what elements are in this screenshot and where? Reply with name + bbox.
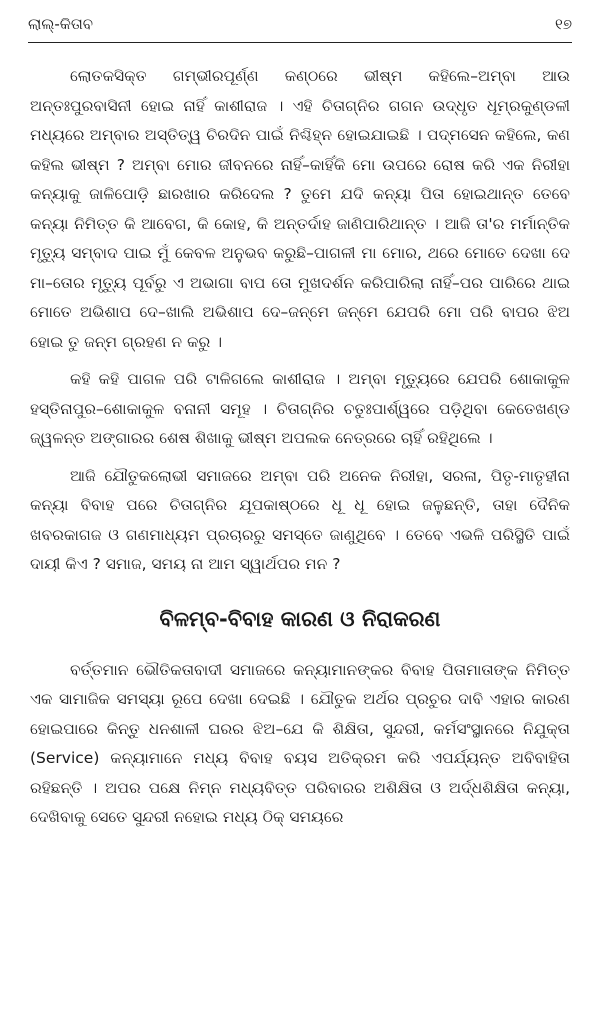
header-rule <box>28 42 572 43</box>
page-body <box>30 62 570 841</box>
paragraph: ବର୍ତ୍ତମାନ ଭୌତିକତାବାଦୀ ସମାଜରେ କନ୍ୟାମାନଙ୍କର ବିବାହ ପିତାମାତାଙ୍କ ନିମିତ୍ତ ଏକ ସାମାଜିକ ସମସ୍ୟା ରୂପେ ଦେଖା ଦେଇଛି । ଯୌତୁକ ଅର୍ଥର ପ୍ରଚୁର ଦାବି ଏହାର କାରଣ ହୋଇପାରେ କିନ୍ତୁ ଧନଶାଳୀ ଘରର ଝିଅ–ଯେ କି ଶିକ୍ଷିତା, ସୁନ୍ଦରୀ, କର୍ମସଂସ୍ଥାନରେ ନିଯୁକ୍ତା (Service) କନ୍ୟାମାନେ ମଧ୍ୟ ବିବାହ ବୟସ ଅତିକ୍ରମ କରି ଏପର୍ଯ୍ୟନ୍ତ ଅବିବାହିତା ରହିଛନ୍ତି । ଅପର ପକ୍ଷେ ନିମ୍ନ ମଧ୍ୟବିତ୍ତ ପରିବାରର ଅଶିକ୍ଷିତା ଓ ଅର୍ଦ୍ଧଶିକ୍ଷିତା କନ୍ୟା, ଦେଖିବାକୁ ସେତେ ସୁନ୍ଦରୀ ନହୋଇ ମଧ୍ୟ ଠିକ୍ ସମୟରେ <box>30 660 570 826</box>
paragraph: ଲୋତକସିକ୍ତ ଗମ୍ଭୀରପୂର୍ଣ୍ଣ କଣ୍ଠରେ ଭୀଷ୍ମ କହିଲେ–ଅମ୍ବା ଆଉ ଅନ୍ତଃପୁରବାସିନୀ ହୋଇ ନାହିଁ କାଶୀରାଜ । ଏହି ଚିତାଗ୍ନିର ଗଗନ ଉଦ୍ଧୃତ ଧୂମ୍ରକୁଣ୍ଡଳୀ ମଧ୍ୟରେ ଅମ୍ବାର ଅସ୍ତିତ୍ୱ ଚିରଦିନ ପାଇଁ ନିଶ୍ଚିହ୍ନ ହୋଇଯାଇଛି । ପଦ୍ମସେନ କହିଲେ, କଣ କହିଲ ଭୀଷ୍ମ ? ଅମ୍ବା ମୋର ଜୀବନରେ ନାହିଁ–କାହିଁକି ମୋ ଉପରେ ରୋଷ କରି ଏକ ନିରୀହା କନ୍ୟାକୁ ଜାଳିପୋଡ଼ି ଛାରଖାର କରିଦେଲ ? ତୁମେ ଯଦି କନ୍ୟା ପିତା ହୋଇଥାନ୍ତ ତେବେ କନ୍ୟା ନିମିତ୍ତ କି ଆବେଗ, କି କୋହ, କି ଅନ୍ତର୍ଦାହ ଜାଣିପାରିଥାନ୍ତ । ଆଜି ତା'ର ମର୍ମାନ୍ତିକ ମୃତ୍ୟୁ ସମ୍ବାଦ ପାଇ ମୁଁ କେବଳ ଅନୁଭବ କରୁଛି–ପାଗଳୀ ମା ମୋର, ଥରେ ମୋତେ ଦେଖା ଦେ ମା–ତୋର ମୃତ୍ୟୁ ପୂର୍ବରୁ ଏ ଅଭାଗା ବାପ ତୋ ମୁଖଦର୍ଶନ କରିପାରିଲା ନାହିଁ–ପର ପାରିରେ ଥାଇ ମୋତେ ଅଭିଶାପ ଦେ–ଖାଲି ଅଭିଶାପ ଦେ–ଜନ୍ମେ ଜନ୍ମେ ଯେପରି ମୋ ପରି ବାପର ଝିଅ ହୋଇ ତୁ ଜନ୍ମ ଗ୍ରହଣ ନ କରୁ । <box>30 67 570 351</box>
book-title: ଲାଲ୍-କିତାବ <box>28 15 94 33</box>
running-header <box>28 12 572 36</box>
paragraph: ଆଜି ଯୌତୁକଲୋଭୀ ସମାଜରେ ଅମ୍ବା ପରି ଅନେକ ନିରୀହା, ସରଳା, ପିତୃ-ମାତୃହୀନା କନ୍ୟା ବିବାହ ପରେ ଚିତାଗ୍ନିର ଯୂପକାଷ୍ଠରେ ଧୂ ଧୂ ହୋଇ ଜଳୁଛନ୍ତି, ତାହା ଦୈନିକ ଖବରକାଗଜ ଓ ଗଣମାଧ୍ୟମ ପ୍ରଚାରରୁ ସମସ୍ତେ ଜାଣୁଥିବେ । ତେବେ ଏଭଳି ପରିସ୍ଥିତି ପାଇଁ ଦାୟୀ କିଏ ? ସମାଜ, ସମୟ ନା ଆମ ସ୍ୱାର୍ଥପର ମନ ? <box>30 466 570 573</box>
page-number: ୧୭ <box>555 15 572 33</box>
paragraph: କହି କହି ପାଗଳ ପରି ଟାଳିଗଲେ କାଶୀରାଜ । ଅମ୍ବା ମୃତ୍ୟୁରେ ଯେପରି ଶୋକାକୁଳ ହସ୍ତିନାପୁର–ଶୋକାକୁଳ ବନାନୀ ସମୂହ । ଚିତାଗ୍ନିର ଚତୁଃପାର୍ଶ୍ୱରେ ପଡ଼ିଥିବା କେତେଖଣ୍ଡ ଜ୍ୱଳନ୍ତ ଅଙ୍ଗାରର ଶେଷ ଶିଖାକୁ ଭୀଷ୍ମ ଅପଲକ ନେତ୍ରରେ ଚାହିଁ ରହିଥିଲେ । <box>30 370 570 447</box>
section-heading: ବିଳମ୍ବ-ବିବାହ କାରଣ ଓ ନିରାକରଣ <box>159 606 441 631</box>
